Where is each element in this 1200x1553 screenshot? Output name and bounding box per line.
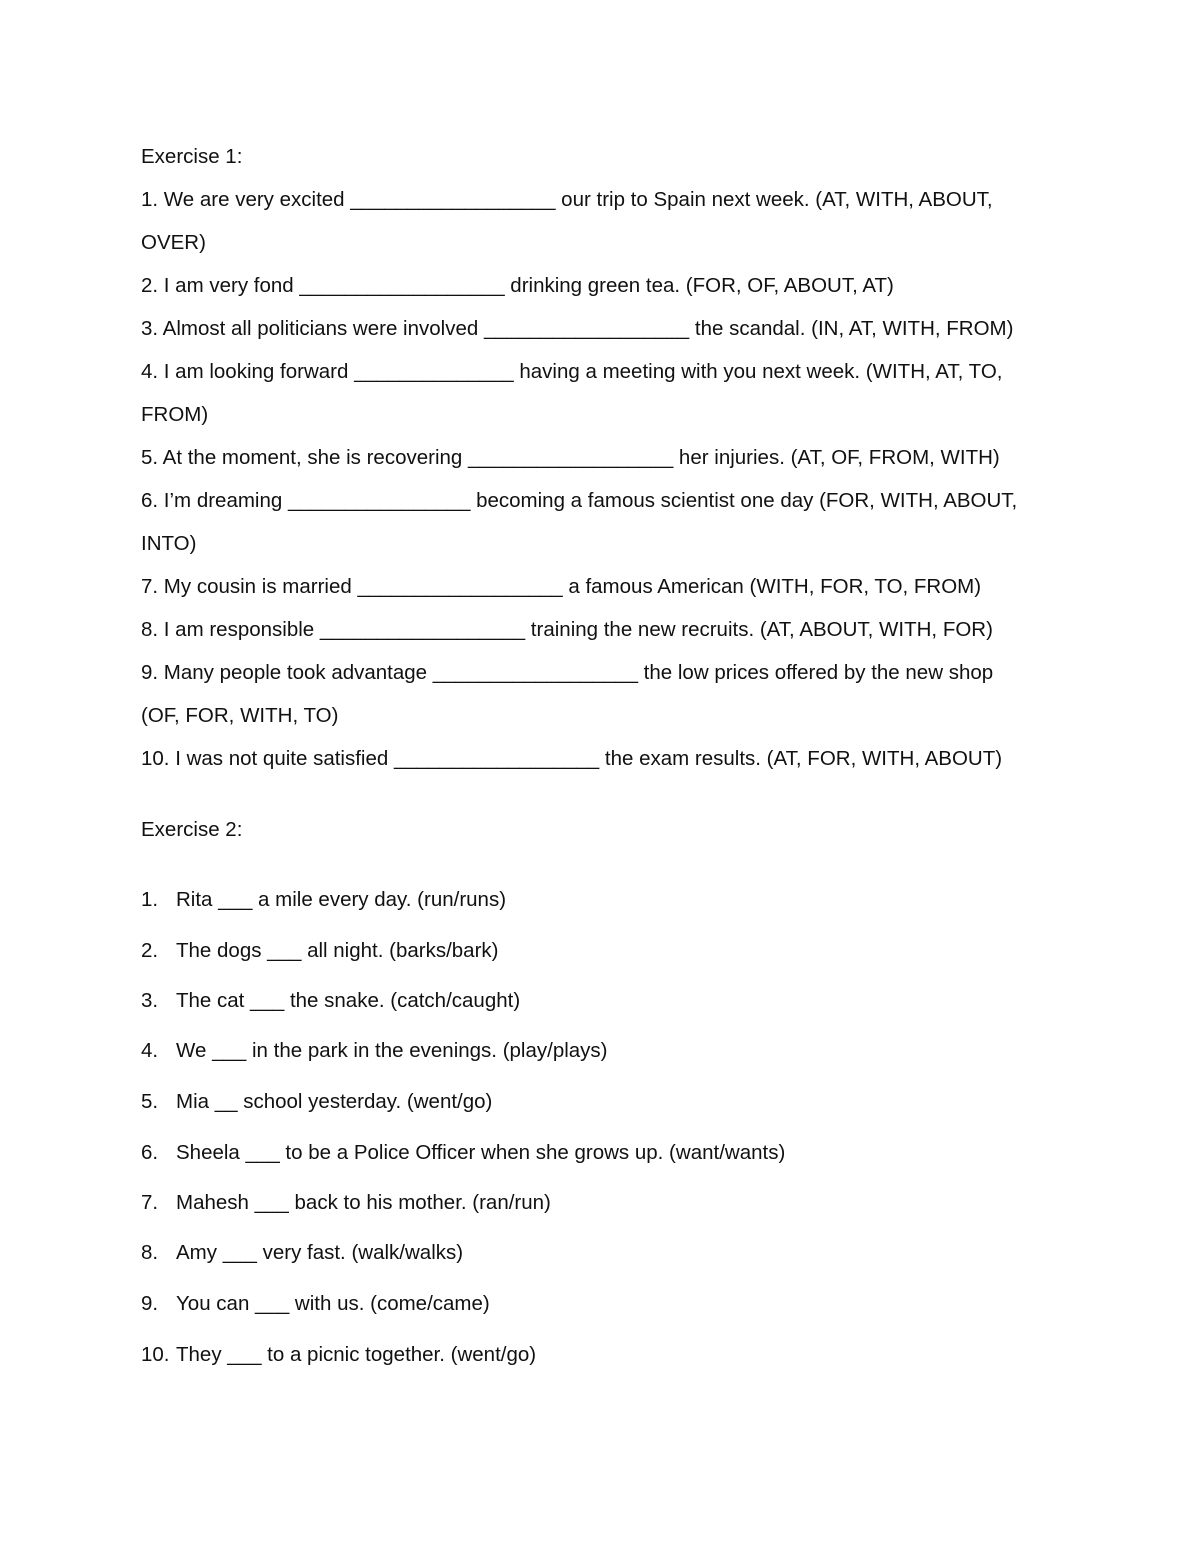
exercise-1-line: 5. At the moment, she is recovering __________________ her injuries. (AT, OF, FROM, WITH): [141, 446, 1000, 469]
item-number: 2.: [141, 939, 159, 962]
item-number: 1.: [141, 888, 159, 911]
exercise-1-line: 10. I was not quite satisfied __________________ the exam results. (AT, FOR, WITH, ABOUT): [141, 747, 1003, 770]
item-text: Rita ___ a mile every day. (run/runs): [176, 888, 507, 911]
item-text: Mahesh ___ back to his mother. (ran/run): [176, 1191, 551, 1214]
exercise-1-heading: Exercise 1:: [141, 145, 243, 168]
item-text: They ___ to a picnic together. (went/go): [176, 1343, 537, 1366]
exercise-1-line: 9. Many people took advantage __________________ the low prices offered by the new shop: [141, 661, 994, 684]
exercise-1-line: (OF, FOR, WITH, TO): [141, 704, 339, 727]
item-text: You can ___ with us. (come/came): [176, 1292, 490, 1315]
item-text: The dogs ___ all night. (barks/bark): [176, 939, 499, 962]
item-number: 10.: [141, 1343, 170, 1366]
exercise-1-line: 7. My cousin is married __________________ a famous American (WITH, FOR, TO, FROM): [141, 575, 982, 598]
exercise-2-heading: Exercise 2:: [141, 818, 243, 841]
item-number: 5.: [141, 1090, 159, 1113]
exercise-1-line: 6. I’m dreaming ________________ becoming a famous scientist one day (FOR, WITH, ABOUT,: [141, 489, 1018, 512]
item-number: 3.: [141, 989, 159, 1012]
item-text: Amy ___ very fast. (walk/walks): [176, 1241, 464, 1264]
exercise-1-line: 8. I am responsible __________________ training the new recruits. (AT, ABOUT, WITH, FOR): [141, 618, 993, 641]
exercise-1-line: OVER): [141, 231, 206, 254]
item-number: 7.: [141, 1191, 159, 1214]
exercise-1-line: 4. I am looking forward ______________ having a meeting with you next week. (WITH, AT, TO,: [141, 360, 1003, 383]
item-text: We ___ in the park in the evenings. (play/plays): [176, 1039, 608, 1062]
item-number: 9.: [141, 1292, 159, 1315]
exercise-1-line: 2. I am very fond __________________ drinking green tea. (FOR, OF, ABOUT, AT): [141, 274, 894, 297]
item-number: 8.: [141, 1241, 159, 1264]
item-number: 4.: [141, 1039, 159, 1062]
item-number: 6.: [141, 1141, 159, 1164]
item-text: Mia __ school yesterday. (went/go): [176, 1090, 493, 1113]
exercise-1-line: 3. Almost all politicians were involved __________________ the scandal. (IN, AT, WITH, FROM): [141, 317, 1014, 340]
exercise-1-line: FROM): [141, 403, 209, 426]
exercise-1-line: INTO): [141, 532, 197, 555]
item-text: Sheela ___ to be a Police Officer when she grows up. (want/wants): [176, 1141, 786, 1164]
item-text: The cat ___ the snake. (catch/caught): [176, 989, 521, 1012]
exercise-1-line: 1. We are very excited __________________ our trip to Spain next week. (AT, WITH, ABOUT,: [141, 188, 993, 211]
